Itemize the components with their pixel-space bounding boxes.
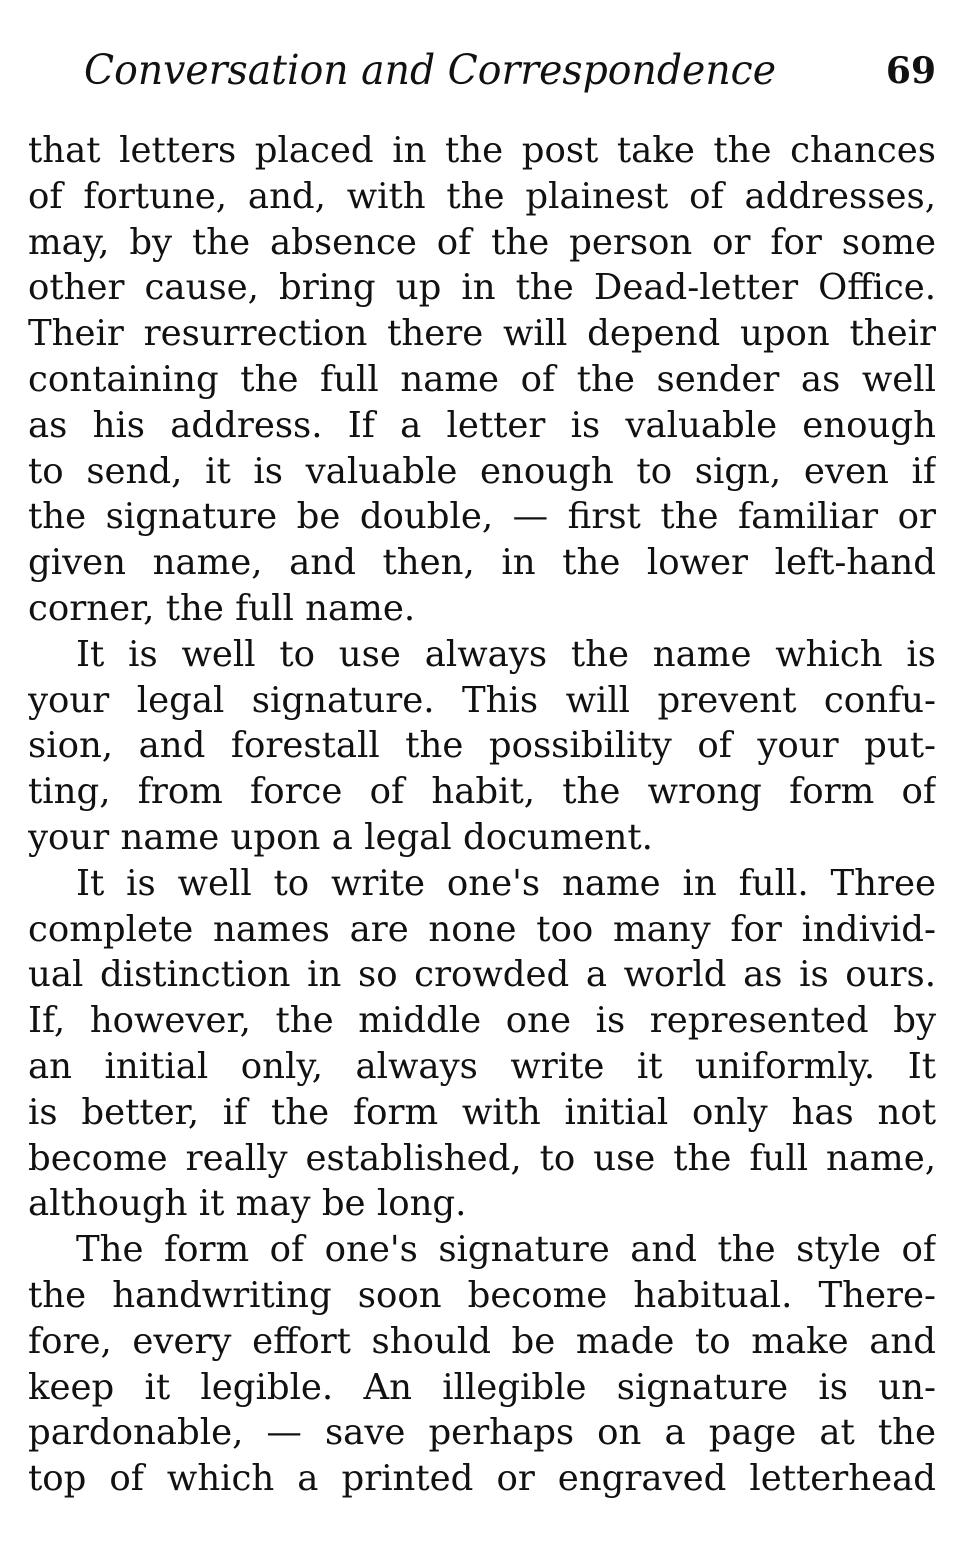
text-line: top of which a printed or engraved letterhead [28,1458,936,1500]
text-line: ting, from force of habit, the wrong form of [28,771,936,813]
text-line: given name, and then, in the lower left-hand [28,542,936,584]
text-line: an initial only, always write it uniformly. It [28,1045,936,1087]
text-line: keep it legible. An illegible signature is un- [28,1366,936,1408]
text-line: complete names are none too many for individ- [28,908,936,950]
page-number: 69 [885,50,936,92]
body-text [28,128,936,1502]
text-line: containing the full name of the sender as well [28,358,936,400]
paragraph-start-line: The form of one's signature and the style of [76,1229,936,1271]
text-line: as his address. If a letter is valuable enough [28,404,936,446]
text-line: to send, it is valuable enough to sign, even if [28,450,936,492]
text-line: may, by the absence of the person or for some [28,221,936,263]
text-line: fore, every effort should be made to make and [28,1320,936,1362]
text-line: the handwriting soon become habitual. There- [28,1274,936,1316]
paragraph-end-line: corner, the full name. [28,587,416,629]
text-line: other cause, bring up in the Dead-letter Office. [28,267,936,309]
paragraph-start-line: It is well to write one's name in full. Three [76,862,936,904]
text-line: sion, and forestall the possibility of your put- [28,725,936,767]
text-line: of fortune, and, with the plainest of addresses, [28,175,936,217]
text-line: Their resurrection there will depend upon their [28,313,936,355]
paragraph-start-line: It is well to use always the name which is [76,633,936,675]
text-line: is better, if the form with initial only has not [28,1091,936,1133]
text-line: pardonable, — save perhaps on a page at the [28,1412,936,1454]
text-line: that letters placed in the post take the chances [28,130,936,171]
running-title: Conversation and Correspondence [84,46,777,94]
text-line: the signature be double, — first the familiar or [28,496,936,538]
running-head [84,42,936,98]
text-line: ual distinction in so crowded a world as is ours. [28,954,936,996]
paragraph-end-line: your name upon a legal document. [28,816,653,858]
text-line: If, however, the middle one is represented by [28,1000,936,1042]
text-line: your legal signature. This will prevent confu- [28,679,936,721]
text-line: become really established, to use the full name, [28,1137,936,1179]
paragraph-end-line: although it may be long. [28,1183,467,1225]
